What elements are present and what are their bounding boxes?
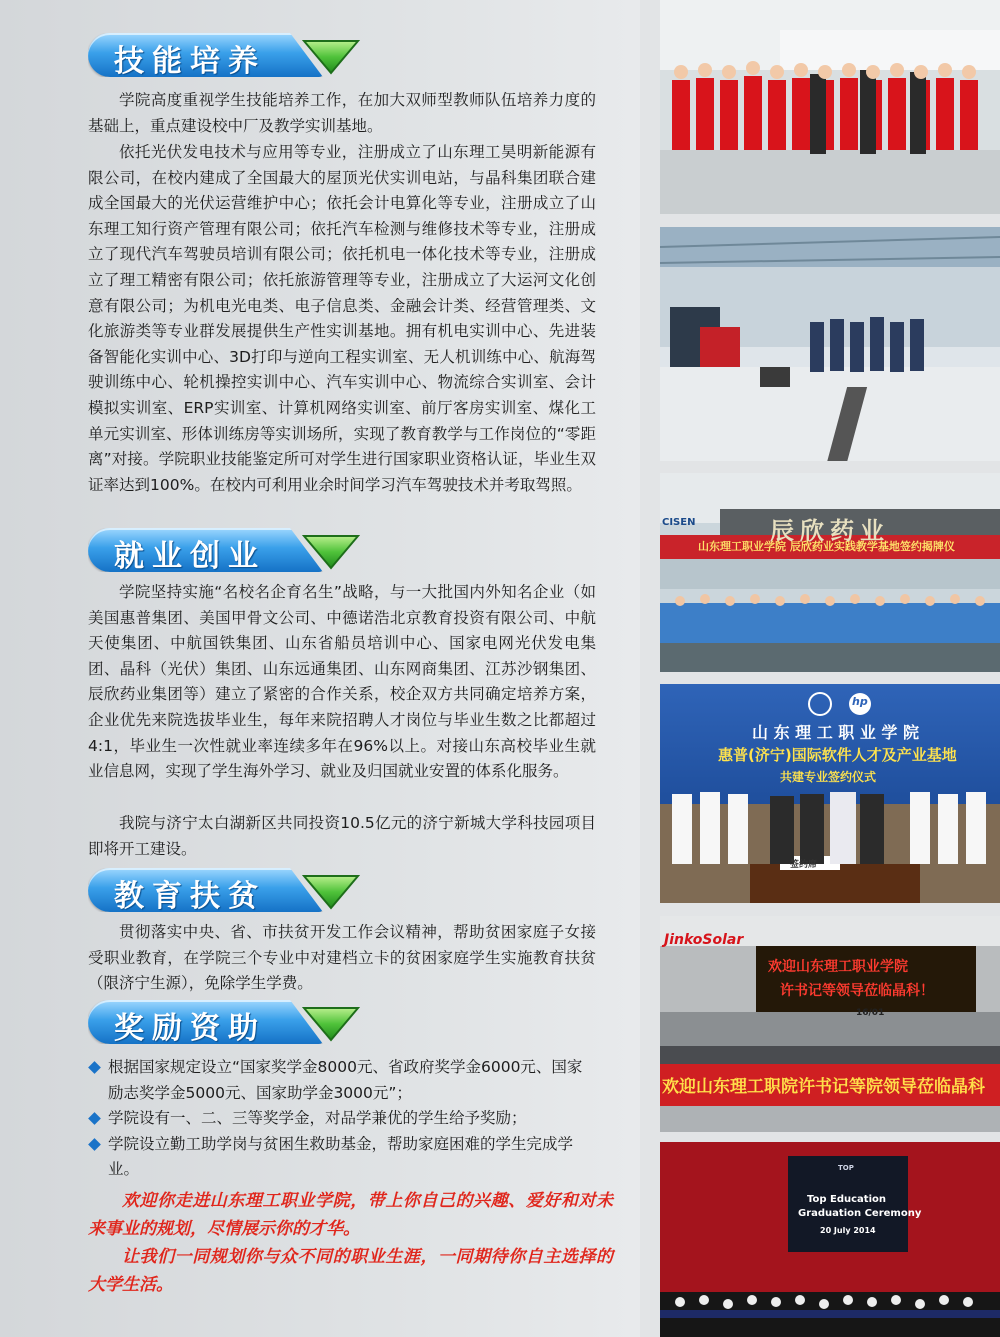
led-line-2: 许书记等领导莅临晶科！ [780, 983, 934, 999]
list-item [88, 1106, 596, 1132]
green-arrow-icon [302, 1004, 360, 1042]
list-item-text: 根据国家规定设立“国家奖学金8000元、省政府奖学金6000元、国家励志奖学金5000元、国家助学金3000元”； [108, 1058, 583, 1102]
photo-image [660, 1142, 1000, 1337]
photo-image [660, 227, 1000, 461]
section-header-awards [88, 1000, 363, 1044]
screen-line-1: Top Education [807, 1194, 886, 1205]
section-title: 教育扶贫 [114, 879, 266, 914]
skills-paragraph-2: 依托光伏发电技术与应用等专业，注册成立了山东理工昊明新能源有限公司，在校内建成了全国最大的屋顶光伏实训电站，与晶科集团联合建成全国最大的光伏运营维护中心；依托会计电算化等专业，注册成立了山东理工知行资产管理有限公司；依托汽车检测与维修技术等专业，注册成立了现代汽车驾驶员培训有限公司；依托机电一体化技术等专业，注册成立了理工精密有限公司；依托旅游管理等专业，注册成立了大运河文化创意有限公司；为机电光电类、电子信息类、金融会计类、经营管理类、文化旅游类等专业群发展提供生产性实训基地。拥有机电实训中心、先进装备智能化实训中心、3D打印与逆向工程实训室、无人机训练中心、航海驾驶训练中心、轮机操控实训中心、汽车实训中心、物流综合实训室、会计模拟实训室、ERP实训室、计算机网络实训室、前厅客房实训室、煤化工单元实训室、形体训练房等实训场所，实现了教育教学与工作岗位的“零距离”对接。学院职业技能鉴定所可对学生进行国家职业资格认证，毕业生双证率达到100%。在校内可利用业余时间学习汽车驾驶技术并考取驾照。 [88, 143, 596, 494]
list-item [88, 1055, 596, 1106]
hp-logo-text: hp [852, 695, 868, 708]
brand-text: CISEN [662, 517, 696, 528]
banner-line-3: 共建专业签约仪式 [780, 770, 877, 784]
closing-line-2: 让我们一同规划你与众不同的职业生涯，一同期待你自主选择的大学生活。 [88, 1247, 613, 1295]
photo-image [660, 916, 1000, 1132]
section-header-poverty [88, 868, 363, 912]
section-header-employment [88, 528, 363, 572]
led-line-1: 欢迎山东理工职业学院 [768, 959, 908, 975]
screen-line-3: 20 July 2014 [820, 1226, 876, 1235]
poverty-paragraph: 贯彻落实中央、省、市扶贫开发工作会议精神，帮助贫困家庭子女接受职业教育，在学院三个专业中对建档立卡的贫困家庭学生实施教育扶贫（限济宁生源），免除学生学费。 [88, 923, 596, 993]
section-header-skills [88, 33, 363, 77]
diamond-bullet-icon [88, 1138, 101, 1151]
brand-text: JinkoSolar [664, 932, 744, 948]
awards-list [88, 1055, 596, 1183]
section-title: 技能培养 [114, 44, 266, 79]
skills-paragraph-1: 学院高度重视学生技能培养工作，在加大双师型教师队伍培养力度的基础上，重点建设校中厂及教学实训基地。 [88, 91, 596, 135]
badge-text: TOP [838, 1164, 854, 1172]
list-item-text: 学院设立勤工助学岗与贫困生救助基金，帮助家庭困难的学生完成学业。 [108, 1134, 574, 1179]
green-arrow-icon [302, 872, 360, 910]
photo-image [660, 473, 1000, 672]
diamond-bullet-icon [88, 1112, 101, 1125]
name-card: 签约席 [790, 860, 818, 870]
photo-hp-signing [660, 684, 1000, 903]
section-title: 奖励资助 [114, 1011, 266, 1046]
banner-text: 欢迎山东理工职院许书记等院领导莅临晶科 [662, 1077, 985, 1097]
list-item-text: 学院设有一、二、三等奖学金，对品学兼优的学生给予奖励； [108, 1109, 527, 1128]
section-title: 就业创业 [114, 539, 266, 574]
employment-paragraph-2: 我院与济宁太白湖新区共同投资10.5亿元的济宁新城大学科技园项目即将开工建设。 [88, 814, 596, 858]
screen-line-2: Graduation Ceremony [798, 1208, 922, 1219]
photo-graduation [660, 1142, 1000, 1337]
photo-image [660, 684, 1000, 903]
green-arrow-icon [302, 37, 360, 75]
diamond-bullet-icon [88, 1061, 101, 1074]
photo-image [660, 0, 1000, 214]
photo-jinko-visit [660, 916, 1000, 1132]
date-text: 16/01 [856, 1008, 885, 1018]
employment-paragraph-1: 学院坚持实施“名校名企育名生”战略，与一大批国内外知名企业（如美国惠普集团、美国甲骨文公司、中德诺浩北京教育投资有限公司、中航天使集团、中航国铁集团、山东省船员培训中心、国家电网光伏发电集团、晶科（光伏）集团、山东远通集团、山东网商集团、江苏沙钢集团、辰欣药业集团等）建立了紧密的合作关系，校企双方共同确定培养方案，企业优先来院选拔毕业生，每年来院招聘人才岗位与毕业生数之比都超过4:1，毕业生一次性就业率连续多年在96%以上。对接山东高校毕业生就业信息网，实现了学生海外学习、就业及归国就业安置的体系化服务。 [88, 583, 596, 781]
photo-auto-workshop [660, 227, 1000, 461]
sign-text: 辰欣药业 [770, 517, 890, 545]
closing-line-1: 欢迎你走进山东理工职业学院，带上你自己的兴趣、爱好和对未来事业的规划，尽情展示你的才华。 [88, 1191, 613, 1239]
list-item [88, 1132, 596, 1183]
banner-text: 山东理工职业学院 辰欣药业实践教学基地签约揭牌仪 [698, 540, 955, 553]
green-arrow-icon [302, 532, 360, 570]
photo-flight-attendants [660, 0, 1000, 214]
photo-cisen-signing [660, 473, 1000, 672]
banner-line-1: 山 东 理 工 职 业 学 院 [752, 723, 919, 742]
banner-line-2: 惠普(济宁)国际软件人才及产业基地 [718, 746, 957, 764]
